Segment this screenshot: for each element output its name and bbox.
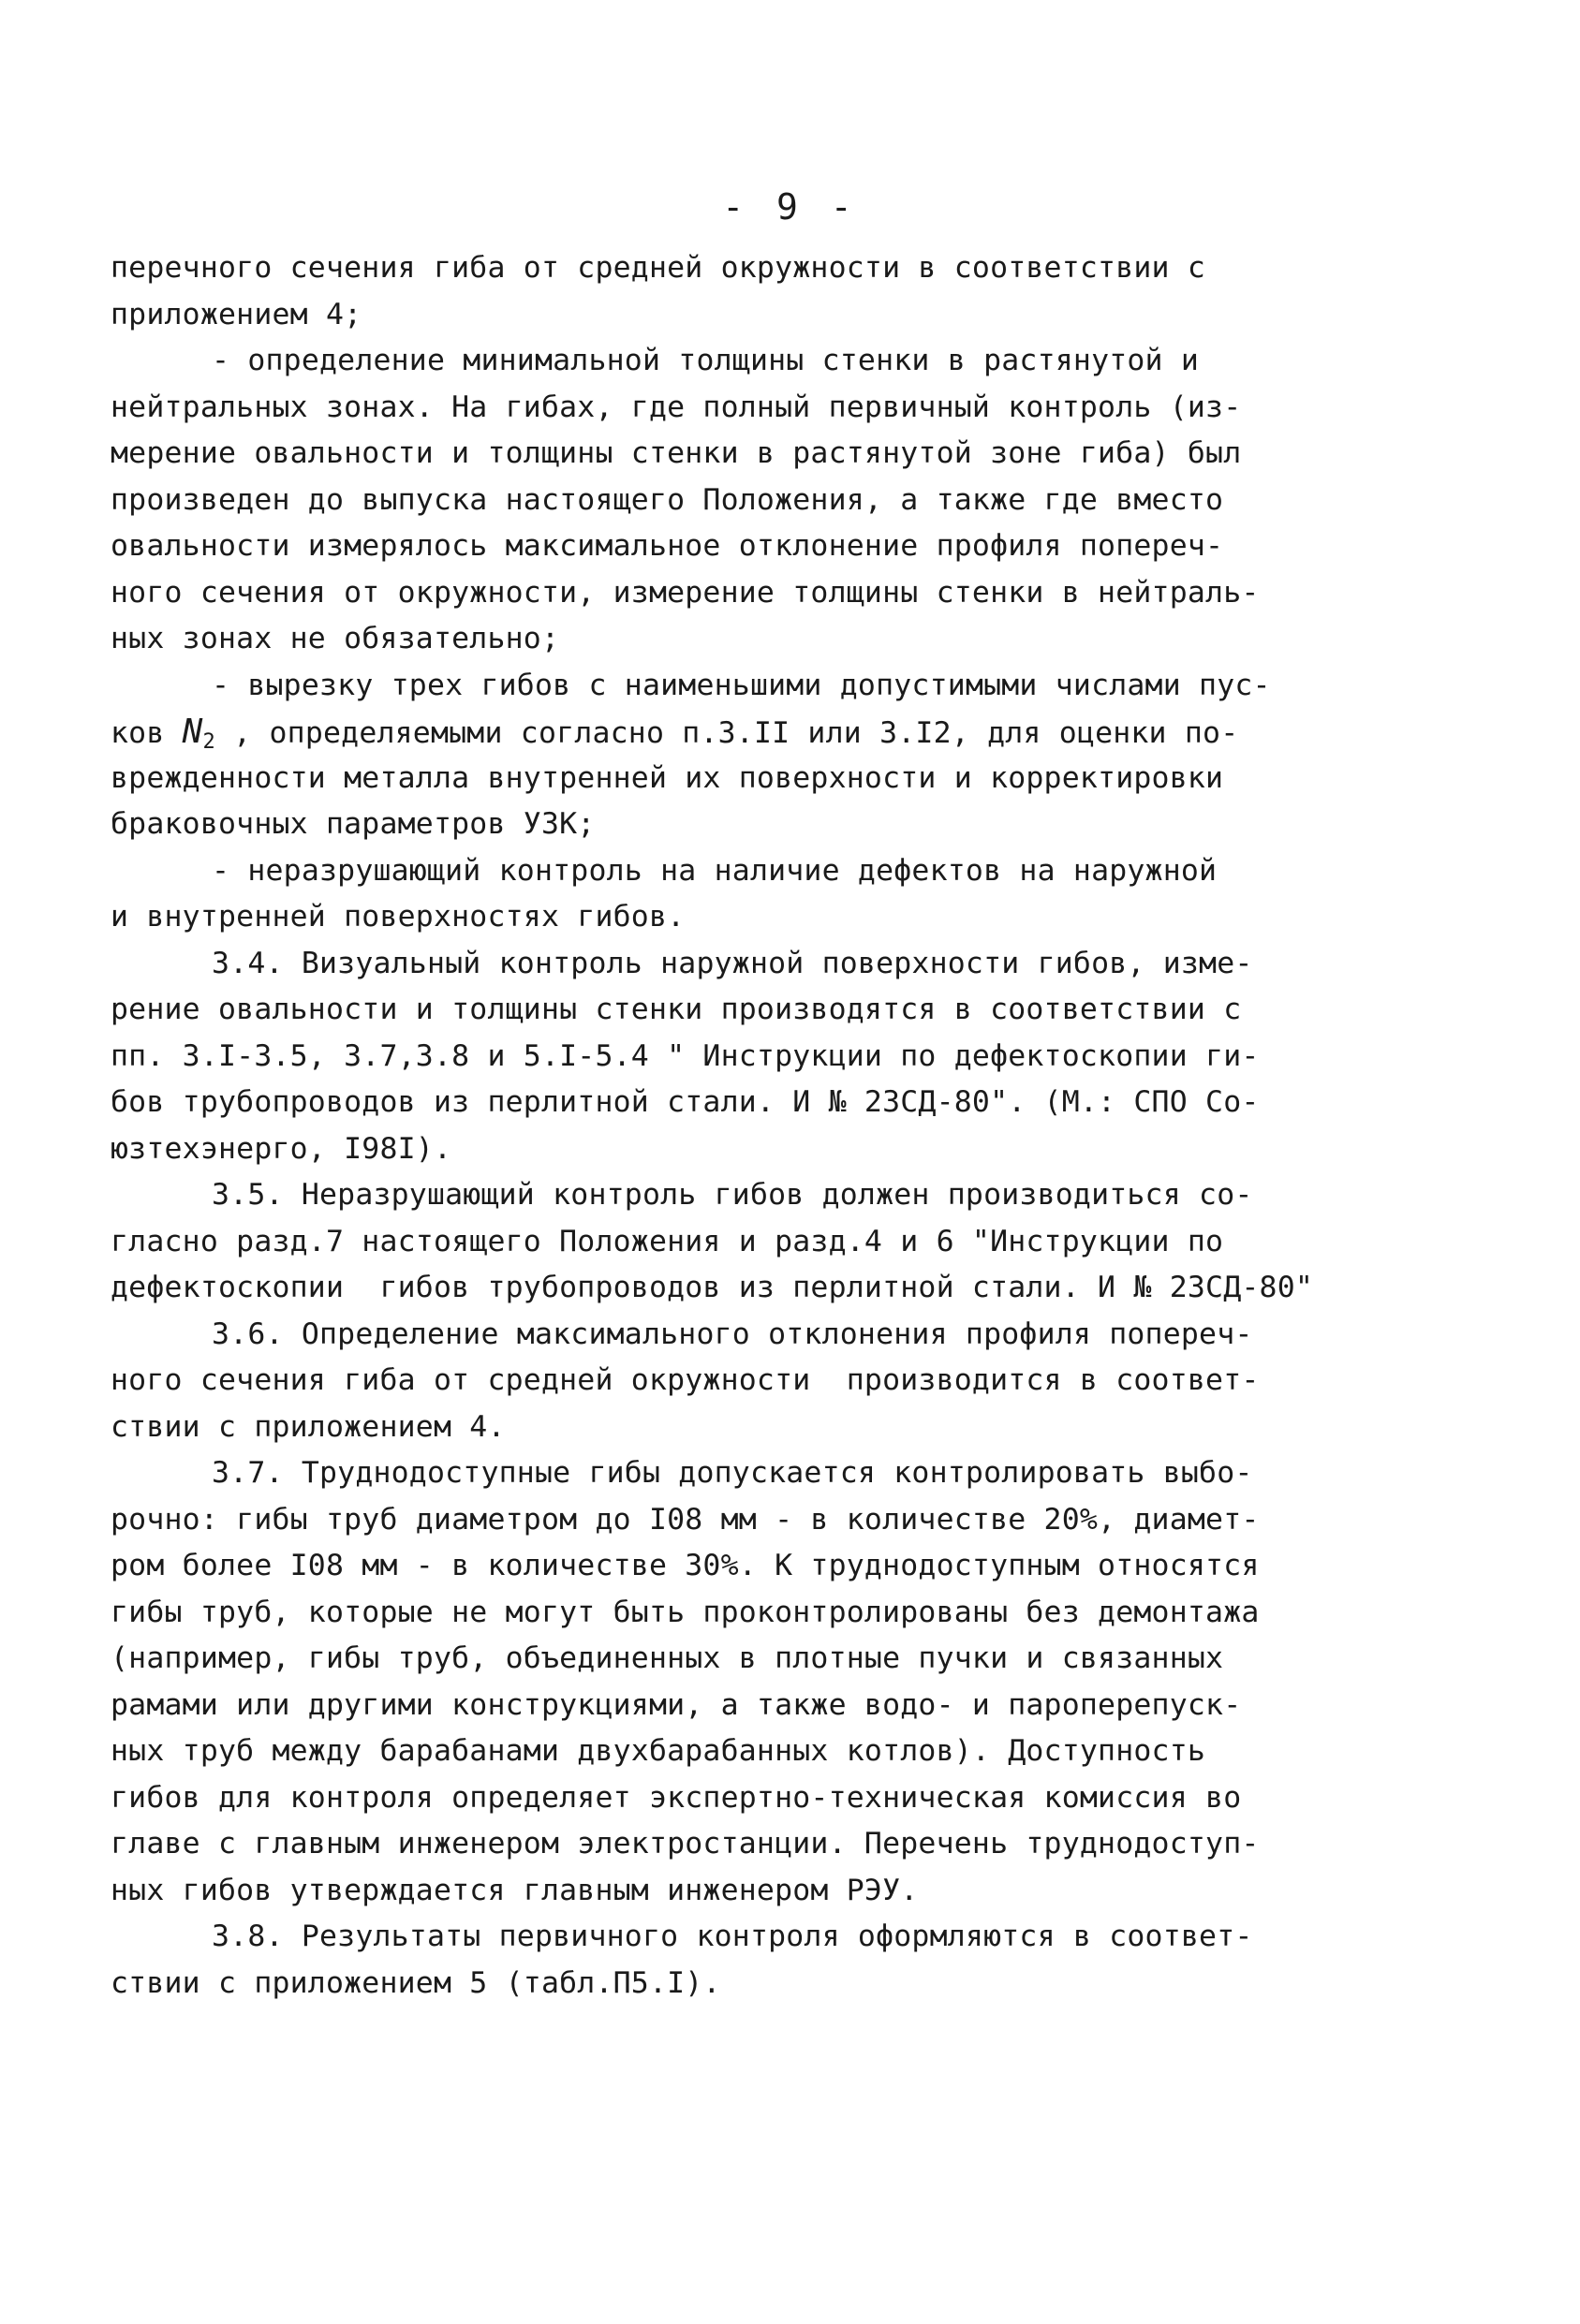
text-line (111, 1358, 1412, 1405)
page-number: - 9 - (722, 186, 858, 228)
line-text: 3.6. Определение максимального отклонения профиля попереч- (212, 1316, 1253, 1351)
text-line (111, 1126, 1412, 1173)
text-line (111, 941, 1412, 988)
line-text: произведен до выпуска настоящего Положения, а также где вместо (111, 482, 1224, 517)
text-line (111, 338, 1412, 385)
text-line (111, 1821, 1412, 1868)
line-text: браковочных параметров УЗК; (111, 807, 596, 841)
text-line (111, 1080, 1412, 1126)
text-line (111, 1683, 1412, 1729)
line-text: ствии с приложением 4. (111, 1409, 506, 1444)
text-line (111, 1775, 1412, 1822)
line-text: и внутренней поверхностях гибов. (111, 900, 686, 934)
text-line (111, 1265, 1412, 1312)
line-text: главе с главным инженером электростанции. Перечень труднодоступ- (111, 1827, 1260, 1861)
text-line (111, 1312, 1412, 1359)
line-text: - вырезку трех гибов с наименьшими допустимыми числами пус- (212, 668, 1271, 702)
text-line (111, 848, 1412, 895)
line-text: рение овальности и толщины стенки производятся в соответствии с (111, 993, 1242, 1026)
line-text: рочно: гибы труб диаметром до I08 мм - в количестве 20%, диамет- (111, 1502, 1260, 1537)
text-line (111, 570, 1412, 617)
text-line (111, 1497, 1412, 1544)
text-line (111, 1219, 1412, 1266)
text-line (111, 478, 1412, 524)
line-text: ных труб между барабанами двухбарабанных котлов). Доступность (111, 1734, 1206, 1768)
text-line (111, 1405, 1412, 1451)
text-line (111, 1450, 1412, 1497)
line-text: 3.8. Результаты первичного контроля оформляются в соответ- (212, 1920, 1253, 1953)
formula-subscript: 2 (202, 730, 215, 754)
line-text-continued: , определяемыми согласно п.3.II или 3.I2, для оценки по- (215, 716, 1239, 750)
line-text: ных зонах не обязательно; (111, 622, 560, 655)
line-text: бов трубопроводов из перлитной стали. И № 23СД-80". (М.: СПО Со- (111, 1085, 1260, 1119)
line-text: ром более I08 мм - в количестве 30%. К труднодоступным относятся (111, 1549, 1260, 1582)
line-text: (например, гибы труб, объединенных в плотные пучки и связанных (111, 1641, 1224, 1675)
line-text: рамами или другими конструкциями, а также водо- и пароперепуск- (111, 1687, 1242, 1722)
line-text: перечного сечения гиба от средней окружности в соответствии с (111, 251, 1206, 285)
line-text: пп. 3.I-3.5, 3.7,3.8 и 5.I-5.4 " Инструкции по дефектоскопии ги- (111, 1038, 1260, 1073)
line-text: - определение минимальной толщины стенки в растянутой и (212, 344, 1200, 377)
line-text: гласно разд.7 настоящего Положения и разд.4 и 6 "Инструкции по (111, 1224, 1224, 1258)
text-line (111, 987, 1412, 1034)
line-text: ного сечения от окружности, измерение толщины стенки в нейтраль- (111, 575, 1260, 610)
line-text: 3.5. Неразрушающий контроль гибов должен производиться со- (212, 1178, 1253, 1212)
line-text: овальности измерялось максимальное отклонение профиля попереч- (111, 529, 1224, 563)
formula-variable: N (182, 713, 203, 751)
line-text: нейтральных зонах. На гибах, где полный первичный контроль (из- (111, 390, 1242, 424)
line-text: юзтехэнерго, I98I). (111, 1131, 452, 1166)
line-text: ков (111, 716, 165, 750)
line-text: гибов для контроля определяет экспертно-техническая комиссия во (111, 1780, 1242, 1815)
line-text: 3.7. Труднодоступные гибы допускается контролировать выбо- (212, 1456, 1253, 1490)
text-line (111, 1034, 1412, 1081)
line-text: ствии с приложением 5 (табл.П5.I). (111, 1965, 721, 2000)
line-text: 3.4. Визуальный контроль наружной поверхности гибов, изме- (212, 946, 1253, 980)
line-text: приложением 4; (111, 297, 362, 331)
text-line (111, 1914, 1412, 1961)
text-line (111, 1868, 1412, 1915)
text-line (111, 1172, 1412, 1219)
text-line (111, 292, 1412, 339)
line-text: гибы труб, которые не могут быть проконтролированы без демонтажа (111, 1595, 1260, 1629)
line-text: дефектоскопии гибов трубопроводов из перлитной стали. И № 23СД-80" (111, 1271, 1314, 1304)
body-text (111, 245, 1412, 2007)
line-text: мерение овальности и толщины стенки в растянутой зоне гиба) был (111, 436, 1242, 470)
text-line (111, 1961, 1412, 2008)
text-line (111, 663, 1412, 710)
text-line (111, 1543, 1412, 1590)
text-line (111, 385, 1412, 432)
text-line (111, 894, 1412, 941)
text-line (111, 756, 1412, 802)
line-text: - неразрушающий контроль на наличие дефектов на наружной (212, 853, 1218, 888)
text-line (111, 1636, 1412, 1683)
text-line (111, 523, 1412, 570)
text-line (111, 1728, 1412, 1775)
text-line (111, 431, 1412, 478)
line-text: врежденности металла внутренней их поверхности и корректировки (111, 760, 1224, 795)
line-text: ного сечения гиба от средней окружности производится в соответ- (111, 1363, 1260, 1397)
line-text: ных гибов утверждается главным инженером РЭУ. (111, 1873, 919, 1907)
text-line (111, 802, 1412, 848)
text-line (111, 1590, 1412, 1637)
text-line (111, 709, 1412, 756)
text-line (111, 616, 1412, 663)
text-line (111, 245, 1412, 292)
